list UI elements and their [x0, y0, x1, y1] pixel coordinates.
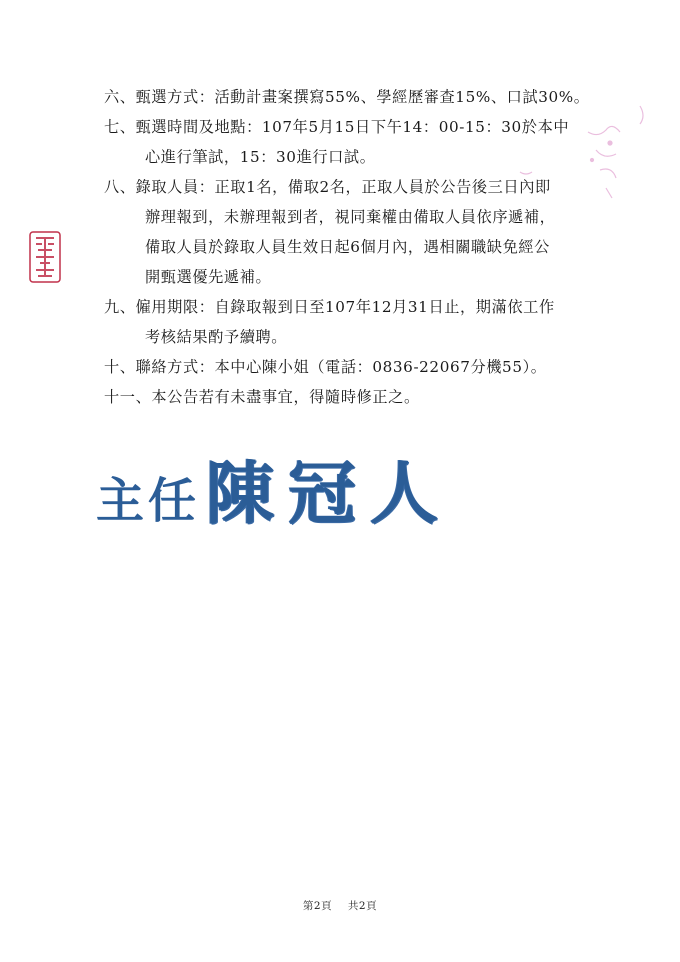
signature-stamp: [96, 440, 452, 537]
announcement-item: [104, 352, 644, 382]
item-number: 七、: [104, 118, 136, 136]
item-number: 八、: [104, 178, 136, 196]
announcement-item: [104, 82, 644, 112]
item-text: 甄選時間及地點：107年5月15日下午14：00-15：30於本中: [135, 118, 570, 136]
item-first-line: [104, 172, 644, 202]
item-number: 十、: [104, 358, 136, 376]
announcement-items: [104, 82, 644, 412]
item-text: 錄取人員：正取1名，備取2名，正取人員於公告後三日內即: [135, 178, 551, 196]
item-first-line: [104, 292, 644, 322]
item-text: 聯絡方式：本中心陳小姐（電話：0836-22067分機55）。: [135, 358, 547, 376]
item-number: 九、: [104, 298, 136, 316]
red-seal: [28, 230, 62, 284]
announcement-item: [104, 382, 644, 412]
announcement-item: [104, 112, 644, 172]
signature-name: 陳冠人: [206, 454, 453, 534]
item-text: 甄選方式：活動計畫案撰寫55%、學經歷審查15%、口試30%。: [135, 88, 590, 106]
signature-title: 主任: [96, 473, 201, 529]
item-first-line: [104, 352, 644, 382]
item-first-line: [104, 382, 644, 412]
item-number: 六、: [104, 88, 136, 106]
announcement-item: [104, 292, 644, 352]
item-continuation-line: 心進行筆試，15：30進行口試。: [145, 148, 376, 166]
item-text: 僱用期限：自錄取報到日至107年12月31日止，期滿依工作: [135, 298, 555, 316]
item-continuation-line: 考核結果酌予續聘。: [145, 328, 288, 346]
announcement-item: [104, 172, 644, 292]
item-first-line: [104, 82, 644, 112]
page-number: 第2頁: [302, 900, 333, 912]
item-number: 十一、: [104, 388, 152, 406]
page-total: 共2頁: [347, 900, 378, 912]
item-text: 本公告若有未盡事宜，得隨時修正之。: [151, 388, 420, 406]
item-continuation-line: 備取人員於錄取人員生效日起6個月內，遇相關職缺免經公: [145, 238, 550, 256]
item-continuation-line: 開甄選優先遞補。: [145, 268, 272, 286]
page-footer: [0, 898, 680, 913]
item-first-line: [104, 112, 644, 142]
item-continuation-line: 辦理報到，未辦理報到者，視同棄權由備取人員依序遞補，: [145, 208, 556, 226]
